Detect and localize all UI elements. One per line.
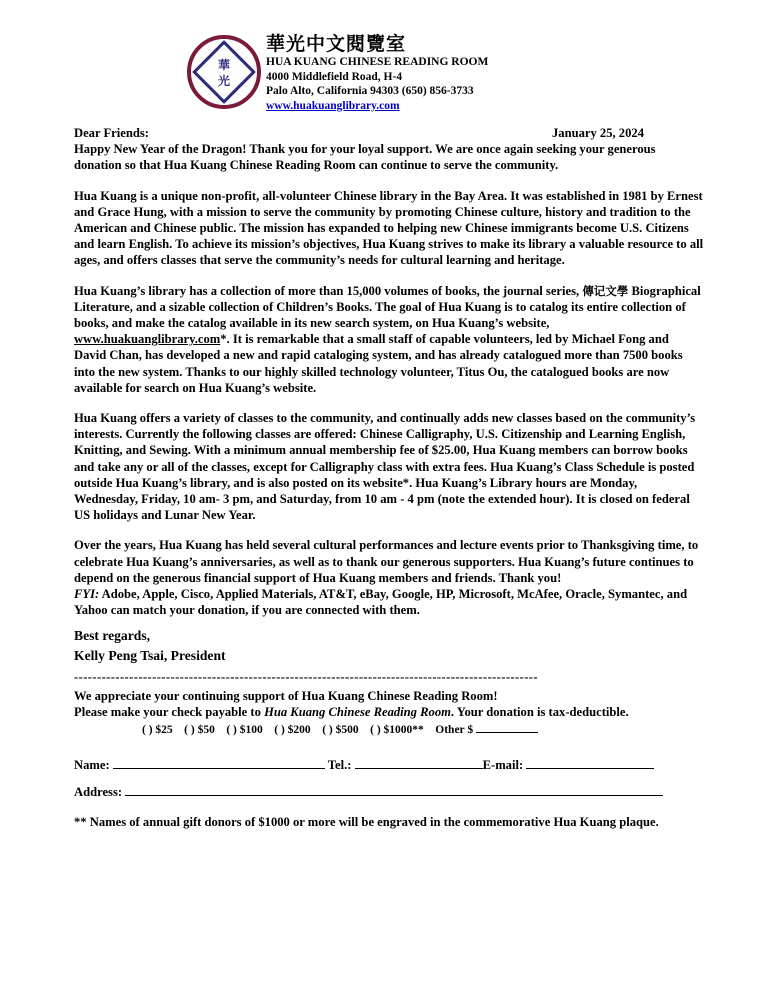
paragraph-about: Hua Kuang is a unique non-profit, all-volunteer Chinese library in the Bay Area. It was established in 1981 by Ernest and Grace Hung, with a mission to serve the community by promoting Chinese culture, history and tradition to the American and Chinese public. The mission has expanded to helping new Chinese immigrants become U.S. Citizens and learn English. To achieve its mission’s objectives, Hua Kuang strives to make its library a valuable resource to all ages, and offers classes that serve the community’s needs for cultural learning and heritage. bbox=[74, 188, 704, 268]
tel-field[interactable] bbox=[355, 756, 483, 769]
greeting: Dear Friends: bbox=[74, 126, 149, 140]
amount-25-checkbox[interactable]: ( ) $25 bbox=[142, 724, 173, 737]
p3-part-b: Biographical Literature, and a sizable collection of Children’s Books. The goal of Hua Kuang is to catalog its entire collection of books, and make the catalog available in its new search system, on Hua Kuang’s website, bbox=[74, 283, 701, 331]
donor-form bbox=[74, 756, 704, 799]
hua-kuang-logo bbox=[185, 33, 263, 111]
street-address: 4000 Middlefield Road, H-4 bbox=[266, 70, 403, 83]
logo-char-top: 華 bbox=[217, 58, 231, 72]
tel-label: Tel.: bbox=[327, 758, 352, 773]
email-field[interactable] bbox=[526, 756, 654, 769]
chinese-name: 華光中文閱覽室 bbox=[266, 33, 407, 55]
address-field[interactable] bbox=[125, 783, 663, 796]
website-link-inline[interactable]: www.huakuanglibrary.com bbox=[74, 332, 221, 347]
logo-char-bottom: 光 bbox=[217, 74, 231, 88]
amount-500-checkbox[interactable]: ( ) $500 bbox=[322, 724, 359, 737]
p3-part-c: *. It is remarkable that a small staff of capable volunteers, led by Michael Fong and David Chan, has developed a new and rapid cataloging system, and has already catalogued more than 7500 books into the new system. Thanks to our highly skilled technology volunteer, Titus Ou, the catalogued books are now available for search on Hua Kuang’s website. bbox=[74, 332, 683, 395]
city-phone: Palo Alto, California 94303 (650) 856-3733 bbox=[266, 85, 474, 97]
other-amount-label: Other $ bbox=[435, 724, 474, 737]
amount-50-checkbox[interactable]: ( ) $50 bbox=[184, 724, 215, 737]
greeting-line bbox=[74, 125, 644, 141]
name-label: Name: bbox=[74, 758, 110, 773]
english-name: HUA KUANG CHINESE READING ROOM bbox=[266, 56, 489, 68]
fyi-label: FYI: bbox=[74, 587, 100, 602]
journal-chinese-title: 傳记文學 bbox=[582, 283, 629, 298]
letter-date: January 25, 2024 bbox=[551, 126, 644, 140]
payable-line bbox=[74, 704, 704, 720]
p5-text: Over the years, Hua Kuang has held several cultural performances and lecture events prior to Thanksgiving time, to celebrate Hua Kuang’s anniversaries, as well as to thank our generous supporters. Hua Kuang’s future continues to depend on the generous financial support of Hua Kuang members and friends. bbox=[74, 538, 699, 585]
donation-amounts bbox=[74, 720, 704, 738]
paragraph-intro: Happy New Year of the Dragon! Thank you for your loyal support. We are once again seeking your generous donation so that Hua Kuang Chinese Reading Room can continue to serve the community. bbox=[74, 142, 656, 173]
payable-name: Hua Kuang Chinese Reading Room bbox=[264, 704, 451, 719]
address-row bbox=[74, 783, 704, 800]
closing: Best regards, bbox=[74, 628, 151, 644]
website-link[interactable]: www.huakuanglibrary.com bbox=[266, 99, 400, 112]
email-label: E-mail: bbox=[482, 758, 524, 773]
address-label: Address: bbox=[74, 784, 123, 799]
other-amount-field[interactable] bbox=[476, 720, 538, 733]
paragraph-library bbox=[74, 283, 704, 396]
payable-a: Please make your check payable to bbox=[74, 704, 265, 719]
payable-b: . Your donation is tax-deductible. bbox=[450, 704, 629, 719]
letter-body bbox=[74, 125, 704, 835]
p3-part-a: Hua Kuang’s library has a collection of more than 15,000 volumes of books, the journal series, bbox=[74, 283, 583, 298]
cut-line: ----------------------------------------------------------------------------------------------------- bbox=[74, 670, 538, 685]
appreciate-line: We appreciate your continuing support of Hua Kuang Chinese Reading Room! bbox=[74, 688, 498, 703]
amount-100-checkbox[interactable]: ( ) $100 bbox=[226, 724, 263, 737]
signer: Kelly Peng Tsai, President bbox=[74, 648, 226, 664]
amount-1000-checkbox[interactable]: ( ) $1000** bbox=[370, 724, 424, 737]
thank-you: Thank you! bbox=[498, 570, 562, 585]
paragraph-events bbox=[74, 537, 704, 586]
fyi-text: Adobe, Apple, Cisco, Applied Materials, AT&T, eBay, Google, HP, Microsoft, McAfee, Oracle, Symantec, and Yahoo can match your donation, if you are connected with them. bbox=[74, 587, 688, 618]
plaque-note: ** Names of annual gift donors of $1000 or more will be engraved in the commemorative Hua Kuang plaque. bbox=[74, 814, 659, 829]
letterhead bbox=[266, 33, 488, 113]
paragraph-classes: Hua Kuang offers a variety of classes to the community, and continually adds new classes based on the community’s interests. Currently the following classes are offered: Chinese Calligraphy, U.S. Citizenship and Learning English, Knitting, and Sewing. With a minimum annual membership fee of $25.00, Hua Kuang members can borrow books and take any or all of the classes, except for Calligraphy class with extra fees. Hua Kuang’s Class Schedule is posted outside Hua Kuang’s library, and is also posted on its website*. Hua Kuang’s Library hours are Monday, Wednesday, Friday, 10 am- 3 pm, and Saturday, from 10 am - 4 pm (note the extended hour). It is closed on federal US holidays and Lunar New Year. bbox=[74, 411, 696, 523]
paragraph-fyi bbox=[74, 586, 704, 618]
name-field[interactable] bbox=[113, 756, 325, 769]
contact-row bbox=[74, 756, 704, 773]
amount-200-checkbox[interactable]: ( ) $200 bbox=[274, 724, 311, 737]
